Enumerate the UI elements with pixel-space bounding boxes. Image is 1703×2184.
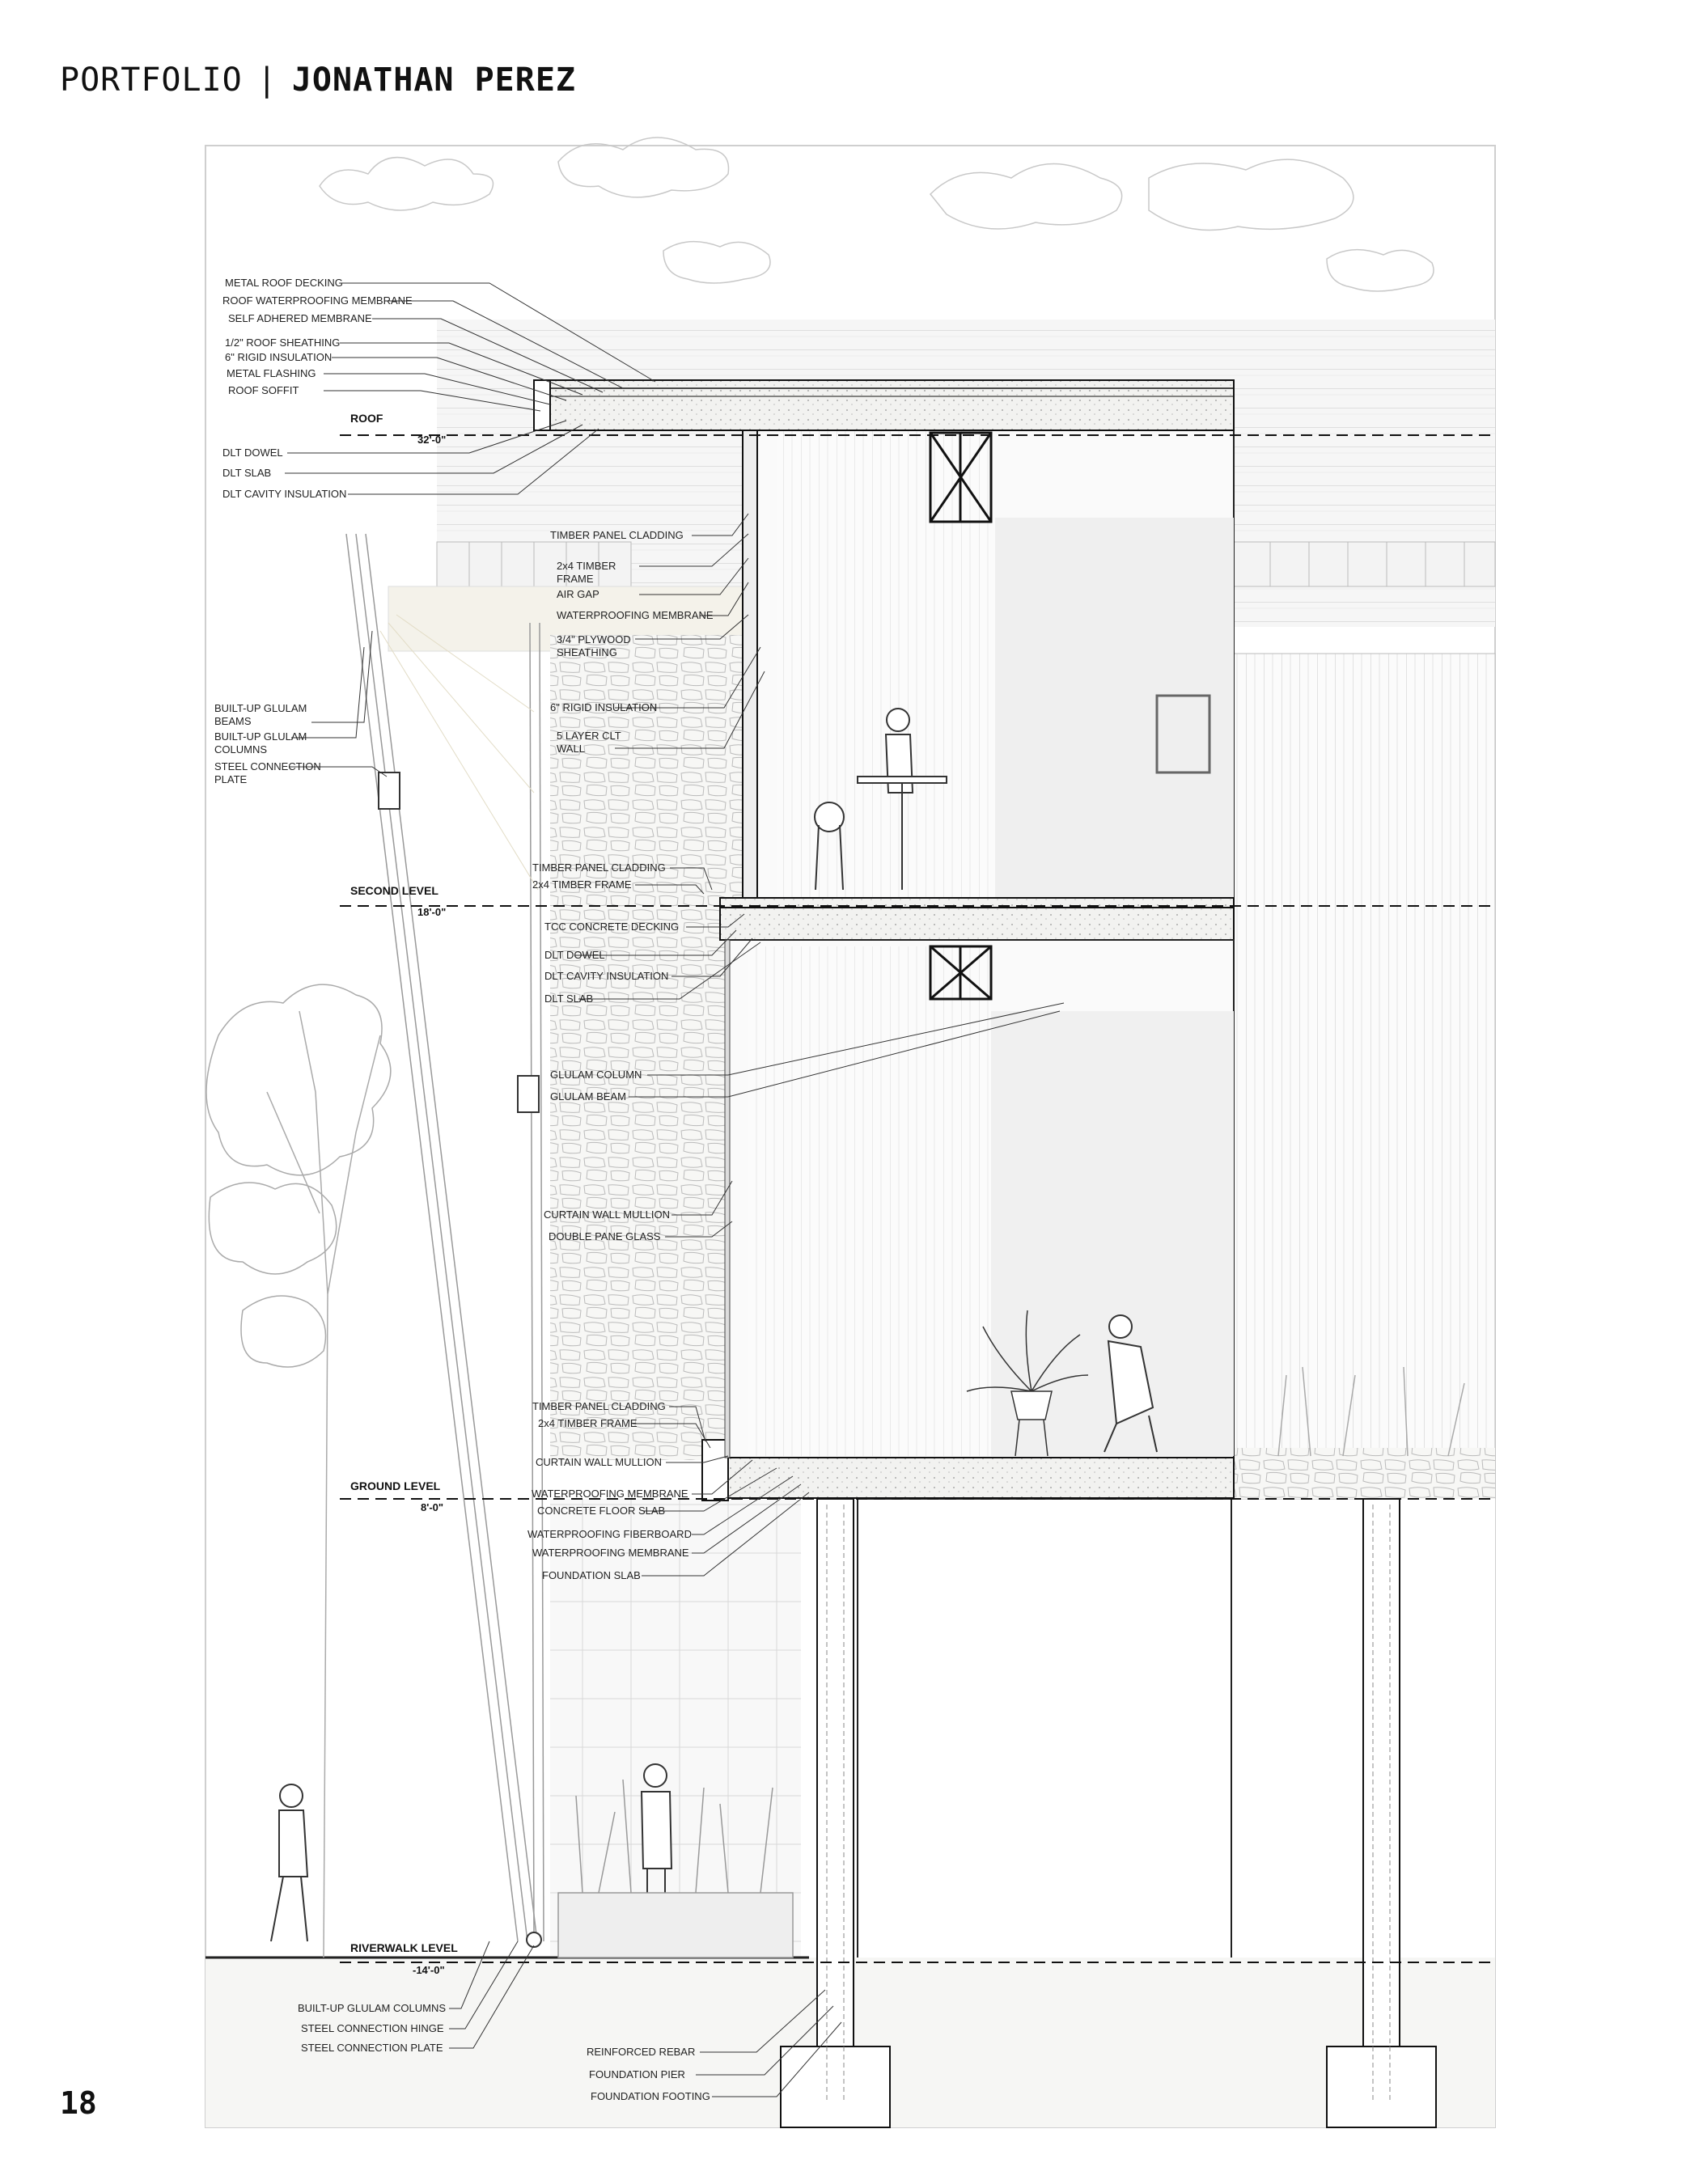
level-name-riverwalk: RIVERWALK LEVEL xyxy=(350,1941,458,1954)
label-glulam-beam: GLULAM BEAM xyxy=(550,1090,626,1103)
background-windows-right xyxy=(1231,542,1495,586)
level-elevation-riverwalk: -14'-0" xyxy=(413,1964,445,1976)
label-foundation-pier: FOUNDATION PIER xyxy=(589,2068,685,2080)
label-tcc-concrete-decking: TCC CONCRETE DECKING xyxy=(544,921,680,933)
steel-connection-plate-mid xyxy=(518,1076,539,1112)
label-curtain-wall-mullion-gf: CURTAIN WALL MULLION xyxy=(544,1208,671,1221)
label-built-up-glulam-beams-1: BUILT-UP GLULAM xyxy=(214,702,307,714)
lower-stone-wall xyxy=(550,1499,801,1960)
label-waterproofing-membrane-slab-2: WATERPROOFING MEMBRANE xyxy=(532,1547,689,1559)
label-dlt-dowel-roof: DLT DOWEL xyxy=(222,447,283,459)
curtain-wall xyxy=(725,940,730,1458)
label-2x4-timber-frame-gf: 2x4 TIMBER FRAME xyxy=(538,1417,638,1429)
glulam-columns xyxy=(346,534,544,1941)
ground-floor-slab xyxy=(728,1458,1234,1498)
level-elevation-ground: 8'-0" xyxy=(421,1501,444,1513)
lower-void xyxy=(858,1499,1231,1960)
label-concrete-floor-slab: CONCRETE FLOOR SLAB xyxy=(537,1505,666,1517)
label-beams: BEAMS xyxy=(214,715,252,727)
label-frame: FRAME xyxy=(557,573,594,585)
label-timber-panel-cladding-gf: TIMBER PANEL CLADDING xyxy=(532,1400,666,1412)
label-timber-panel-cladding-wall: TIMBER PANEL CLADDING xyxy=(550,529,684,541)
level-name-roof: ROOF xyxy=(350,412,383,425)
steel-connection-plate-upper xyxy=(379,772,400,809)
label-dlt-slab-roof: DLT SLAB xyxy=(222,467,272,479)
stone-base-right xyxy=(1231,1448,1495,1499)
ground-floor-panel-wall xyxy=(748,946,991,1456)
label-waterproofing-membrane-slab-1: WATERPROOFING MEMBRANE xyxy=(532,1488,688,1500)
label-2x4-timber: 2x4 TIMBER xyxy=(557,560,616,572)
label-plywood: 3/4" PLYWOOD xyxy=(557,633,631,645)
header-separator: | xyxy=(256,61,277,99)
label-metal-roof-decking: METAL ROOF DECKING xyxy=(225,277,343,289)
level-elevation-roof: 32'-0" xyxy=(417,434,447,446)
second-floor-panel-wall xyxy=(777,429,995,898)
level-name-second: SECOND LEVEL xyxy=(350,884,438,897)
page-number: 18 xyxy=(60,2085,97,2121)
level-name-ground: GROUND LEVEL xyxy=(350,1479,441,1492)
label-waterproofing-fiberboard: WATERPROOFING FIBERBOARD xyxy=(527,1528,692,1540)
label-reinforced-rebar: REINFORCED REBAR xyxy=(587,2046,696,2058)
second-floor-slab xyxy=(720,898,1234,940)
label-roof-waterproofing-membrane: ROOF WATERPROOFING MEMBRANE xyxy=(222,294,413,307)
label-metal-flashing: METAL FLASHING xyxy=(227,367,316,379)
label-built-up-glulam-columns-1: BUILT-UP GLULAM xyxy=(214,730,307,743)
level-elevation-second: 18'-0" xyxy=(417,906,447,918)
label-roof-sheathing: 1/2" ROOF SHEATHING xyxy=(225,336,341,349)
portfolio-label: PORTFOLIO xyxy=(60,61,243,99)
vertical-siding-right xyxy=(1231,654,1495,1499)
label-5-layer-clt: 5 LAYER CLT xyxy=(557,730,621,742)
label-foundation-slab: FOUNDATION SLAB xyxy=(542,1569,641,1581)
clouds xyxy=(320,138,1434,291)
label-plate: PLATE xyxy=(214,773,248,785)
label-wall: WALL xyxy=(557,743,585,755)
label-dlt-slab-2f: DLT SLAB xyxy=(544,993,594,1005)
label-foundation-footing: FOUNDATION FOOTING xyxy=(591,2090,710,2102)
label-curtain-wall-mullion-slab: CURTAIN WALL MULLION xyxy=(536,1456,663,1468)
label-steel-connection-plate-base: STEEL CONNECTION PLATE xyxy=(301,2042,443,2054)
second-floor-back-wall xyxy=(995,518,1234,898)
label-steel-connection-hinge: STEEL CONNECTION HINGE xyxy=(301,2022,444,2034)
stone-wall xyxy=(550,635,744,1460)
label-self-adhered-membrane: SELF ADHERED MEMBRANE xyxy=(228,312,372,324)
steel-connection-hinge xyxy=(527,1932,541,1947)
label-double-pane-glass: DOUBLE PANE GLASS xyxy=(549,1230,661,1242)
label-columns: COLUMNS xyxy=(214,743,268,756)
label-dlt-cavity-insulation-roof: DLT CAVITY INSULATION xyxy=(222,488,347,500)
person-walking xyxy=(271,1784,307,1941)
label-air-gap: AIR GAP xyxy=(557,588,599,600)
label-rigid-insulation-roof: 6" RIGID INSULATION xyxy=(225,351,333,363)
label-dlt-dowel-2f: DLT DOWEL xyxy=(544,949,605,961)
label-rigid-insulation-wall: 6" RIGID INSULATION xyxy=(550,701,658,713)
author-name: JONATHAN PEREZ xyxy=(291,61,576,99)
label-timber-panel-cladding-2f: TIMBER PANEL CLADDING xyxy=(532,861,666,874)
label-steel-connection: STEEL CONNECTION xyxy=(214,760,321,772)
label-built-up-glulam-columns-base: BUILT-UP GLULAM COLUMNS xyxy=(298,2002,447,2014)
label-2x4-timber-frame-2f: 2x4 TIMBER FRAME xyxy=(532,878,632,891)
label-roof-soffit: ROOF SOFFIT xyxy=(228,384,299,396)
label-dlt-cavity-insulation-2f: DLT CAVITY INSULATION xyxy=(544,970,669,982)
label-glulam-column: GLULAM COLUMN xyxy=(550,1069,642,1081)
label-waterproofing-membrane-wall: WATERPROOFING MEMBRANE xyxy=(557,609,714,621)
label-sheathing: SHEATHING xyxy=(557,646,617,658)
